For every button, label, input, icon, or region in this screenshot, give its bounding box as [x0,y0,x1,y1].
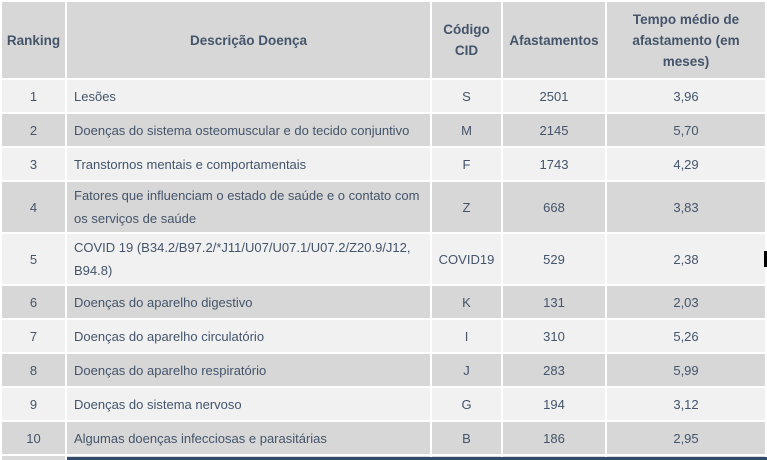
cell-afastamentos: 1743 [503,148,605,180]
table-row [2,80,765,112]
cell-tempo: 3,96 [607,80,765,112]
cell-tempo: 3,83 [607,182,765,232]
table-row [2,388,765,420]
table-row [2,148,765,180]
cell-tempo: 2,03 [607,286,765,318]
cell-afastamentos: 310 [503,320,605,352]
column-header-tempo-medio: Tempo médio de afastamento (em meses) [607,2,765,78]
cell-ranking: 4 [2,182,65,232]
cell-tempo: 2,95 [607,422,765,454]
cell-afastamentos: 2501 [503,80,605,112]
table-row [2,354,765,386]
cell-codigo: J [432,354,501,386]
cell-ranking: 8 [2,354,65,386]
cell-ranking: 3 [2,148,65,180]
cell-tempo: 5,26 [607,320,765,352]
table-body [2,80,765,460]
cell-codigo: M [432,114,501,146]
table-row [2,182,765,232]
cell-ranking: 5 [2,234,65,284]
cell-codigo: K [432,286,501,318]
cell-ranking: 9 [2,388,65,420]
cell-afastamentos: 194 [503,388,605,420]
table-header-row [2,2,765,78]
cell-codigo: B [432,422,501,454]
cell-ranking: 2 [2,114,65,146]
cell-tempo: 5,99 [607,354,765,386]
cell-ranking: 6 [2,286,65,318]
cell-descricao: Lesões [67,80,430,112]
cell-codigo: COVID19 [432,234,501,284]
cell-codigo: G [432,388,501,420]
cell-descricao: Doenças do aparelho respiratório [67,354,430,386]
cell-afastamentos: 186 [503,422,605,454]
cell-descricao: Transtornos mentais e comportamentais [67,148,430,180]
cell-afastamentos: 283 [503,354,605,386]
column-header-descricao-doenca: Descrição Doença [67,2,430,78]
cell-tempo: 2,38 [607,234,765,284]
cell-codigo: S [432,80,501,112]
cell-codigo: I [432,320,501,352]
table-row [2,320,765,352]
cell-ranking: 7 [2,320,65,352]
cell-codigo: F [432,148,501,180]
table-row [2,286,765,318]
cell-afastamentos: 2145 [503,114,605,146]
cutoff-cell [2,456,65,460]
cell-descricao: Fatores que influenciam o estado de saúde e o contato com os serviços de saúde [67,182,430,232]
table-row [2,234,765,284]
cell-afastamentos: 131 [503,286,605,318]
column-header-afastamentos: Afastamentos [503,2,605,78]
cell-descricao: COVID 19 (B34.2/​B97.2/​*J11/​U07/​U07.1/​U07.2/​Z20.9/​J12, B94.8) [67,234,430,284]
cell-descricao: Algumas doenças infecciosas e parasitárias [67,422,430,454]
cell-afastamentos: 668 [503,182,605,232]
cell-tempo: 4,29 [607,148,765,180]
cell-ranking: 1 [2,80,65,112]
cell-descricao: Doenças do aparelho circulatório [67,320,430,352]
column-header-codigo-cid: Código CID [432,2,501,78]
cell-codigo: Z [432,182,501,232]
cell-tempo: 3,12 [607,388,765,420]
cell-afastamentos: 529 [503,234,605,284]
table-row [2,422,765,454]
column-header-ranking: Ranking [2,2,65,78]
cell-descricao: Doenças do aparelho digestivo [67,286,430,318]
cell-descricao: Doenças do sistema nervoso [67,388,430,420]
table-row [2,114,765,146]
cell-tempo: 5,70 [607,114,765,146]
cell-ranking: 10 [2,422,65,454]
cell-descricao: Doenças do sistema osteomuscular e do tecido conjuntivo [67,114,430,146]
